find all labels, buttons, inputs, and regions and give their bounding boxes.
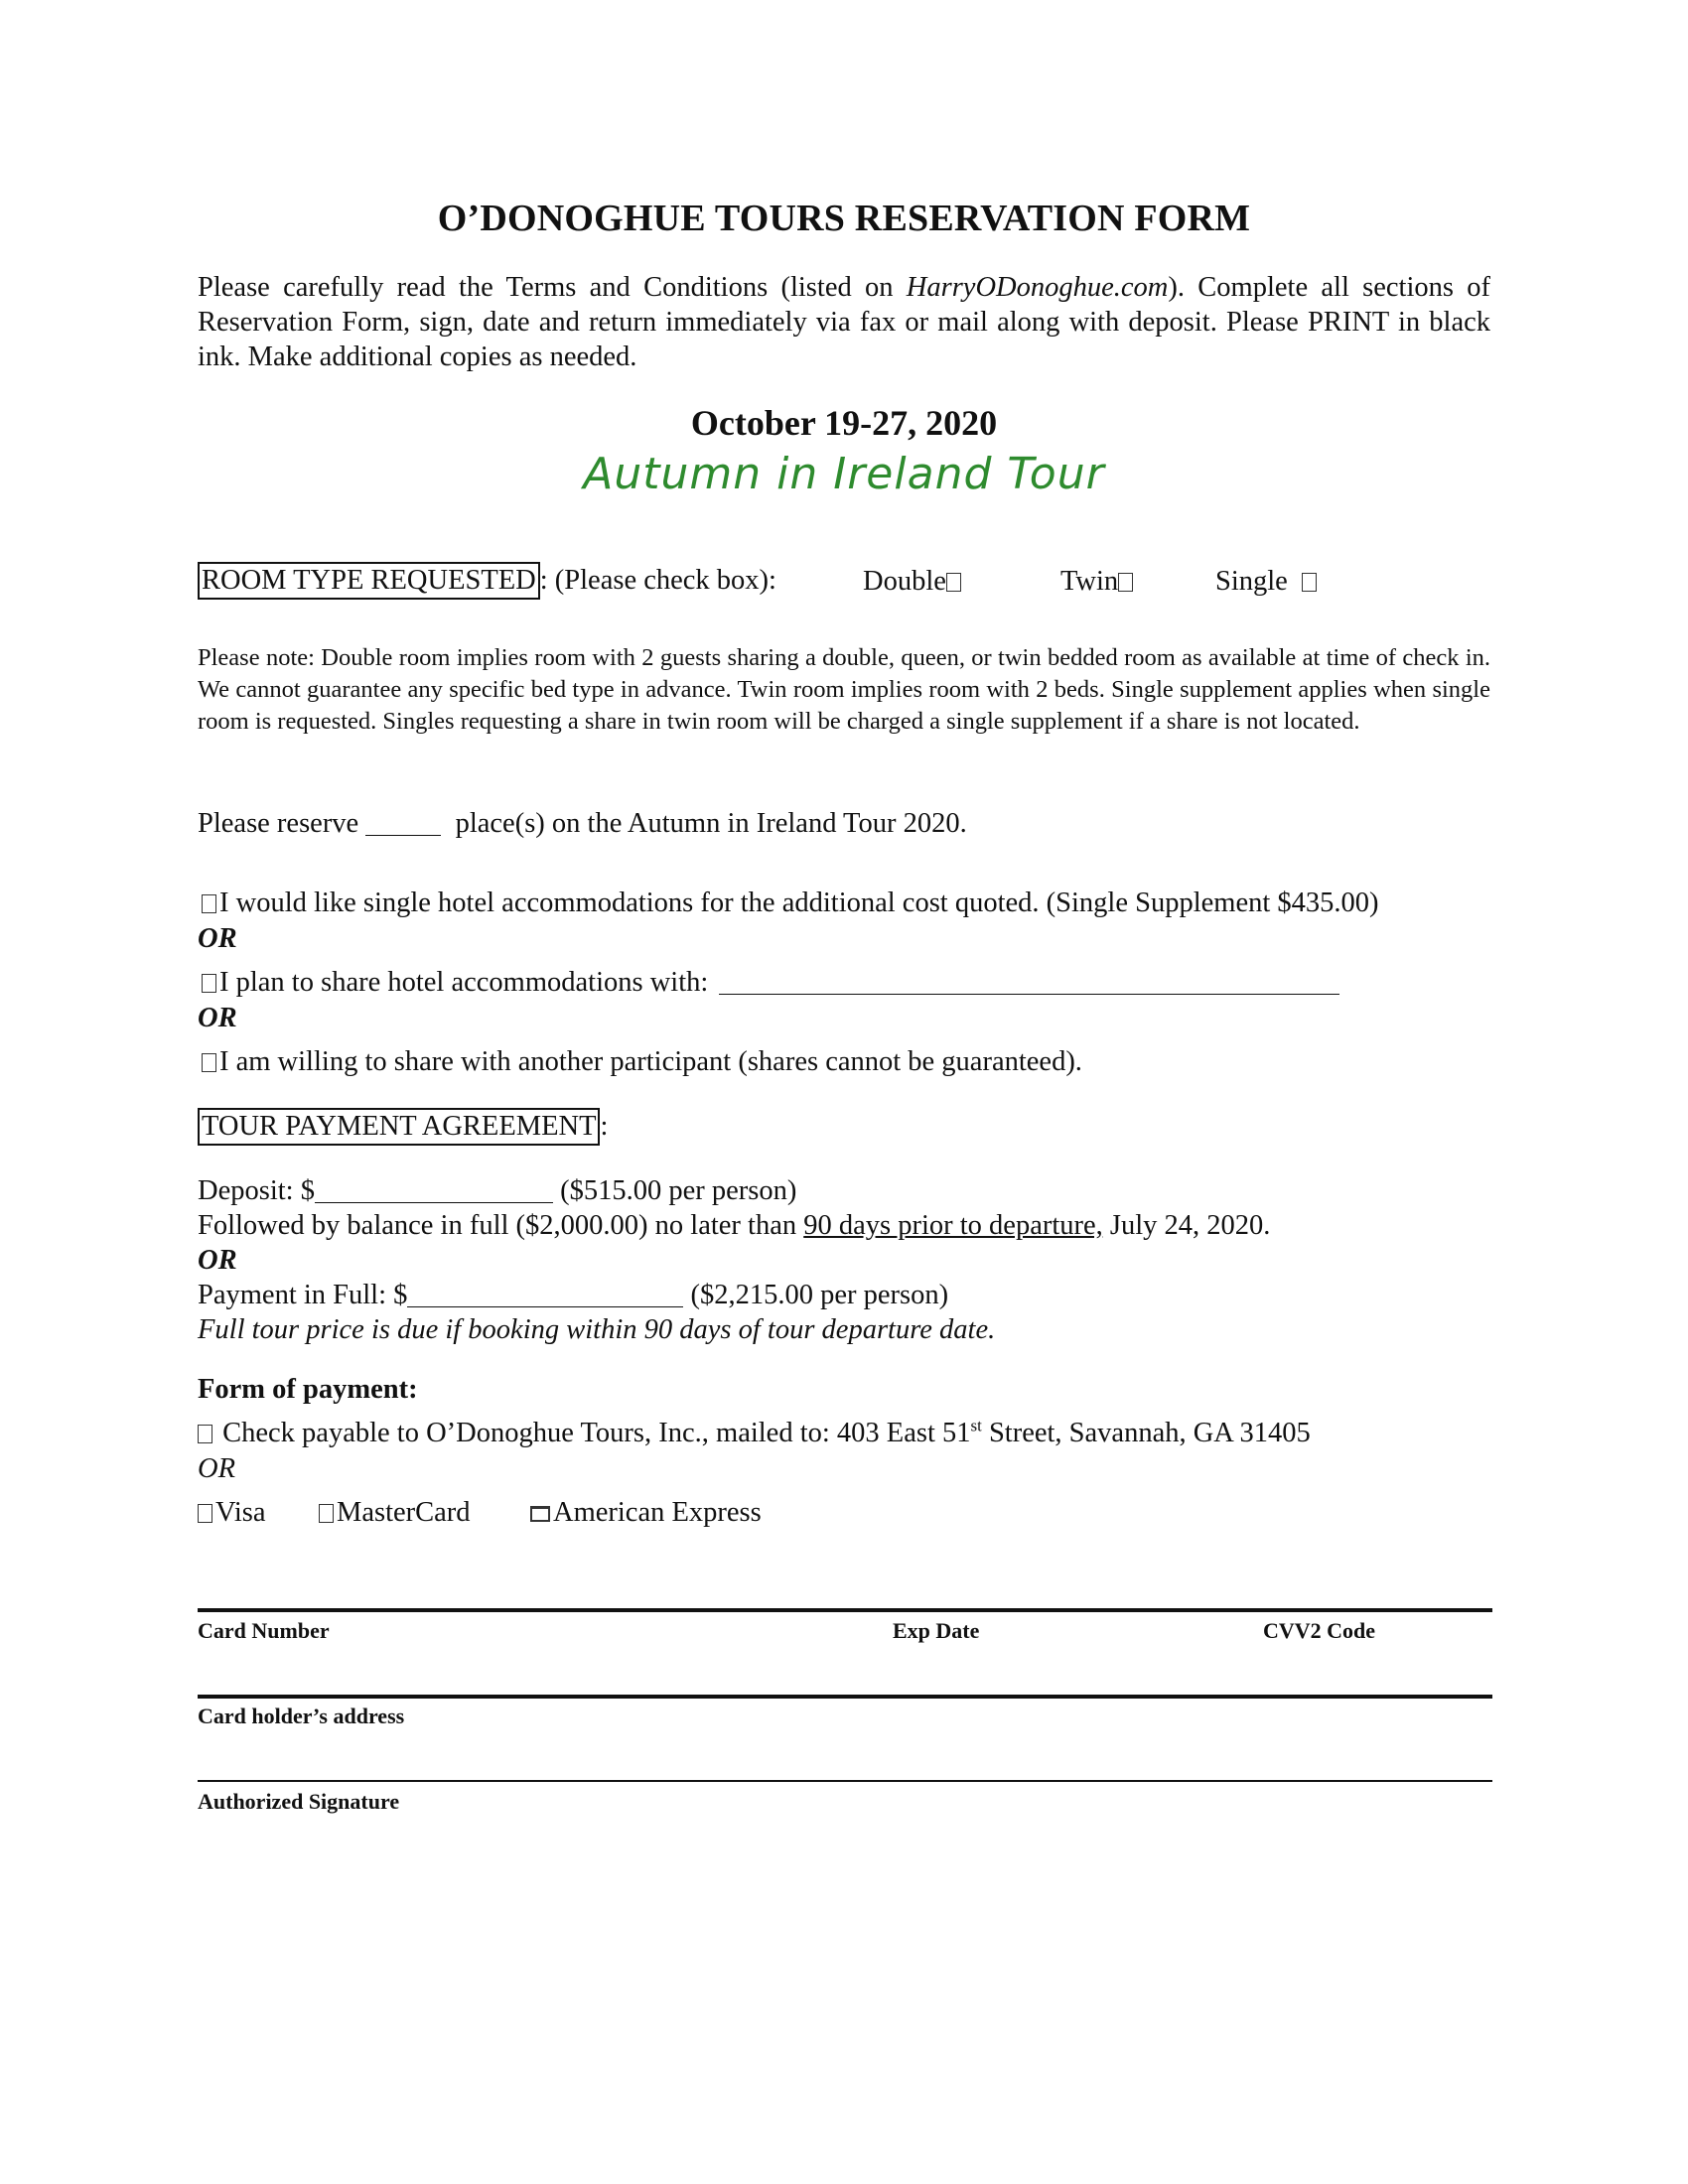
reserve-text-end: place(s) on the Autumn in Ireland Tour 2020.: [455, 808, 967, 839]
share-with-field[interactable]: [719, 968, 1339, 995]
address-label: Card holder’s address: [198, 1704, 405, 1728]
payment-agreement-colon: :: [600, 1111, 609, 1142]
accommodation-option-label: I am willing to share with another participant (shares cannot be guaranteed).: [219, 1046, 1082, 1077]
visa-checkbox[interactable]: [198, 1504, 212, 1523]
room-option-double[interactable]: [863, 566, 964, 598]
card-option-amex[interactable]: [530, 1497, 762, 1529]
room-option-single[interactable]: [1215, 566, 1320, 598]
single-checkbox[interactable]: [1302, 573, 1317, 592]
balance-row: [198, 1210, 1270, 1242]
signature-line[interactable]: [198, 1780, 1492, 1782]
payment-agreement-row: [198, 1108, 608, 1146]
reserve-row: [198, 808, 967, 840]
deposit-label: Deposit: $: [198, 1175, 315, 1206]
street-ordinal: st: [970, 1416, 982, 1435]
tour-dates: October 19-27, 2020: [690, 403, 998, 443]
or-divider: OR: [198, 1003, 237, 1033]
accommodation-option-label: I would like single hotel accommodations for the additional cost quoted. (Single Supplement $435.00): [219, 887, 1379, 918]
address-line[interactable]: [198, 1695, 1492, 1699]
tour-name: Autumn in Ireland Tour: [583, 449, 1105, 499]
check-payment-checkbox[interactable]: [198, 1425, 212, 1443]
or-divider: OR: [198, 923, 237, 954]
form-of-payment-heading: Form of payment:: [198, 1374, 418, 1405]
balance-deadline: 90 days prior to departure,: [803, 1210, 1103, 1241]
intro-paragraph: [198, 270, 1490, 374]
accommodation-option-single[interactable]: [202, 887, 1379, 919]
check-payment-address: Street, Savannah, GA 31405: [981, 1418, 1311, 1448]
signature-label: Authorized Signature: [198, 1789, 400, 1814]
or-divider: OR: [198, 1453, 235, 1484]
balance-text-end: July 24, 2020.: [1102, 1210, 1271, 1241]
website-link: HarryODonoghue.com: [906, 272, 1169, 303]
accommodation-option-label: I plan to share hotel accommodations with:: [219, 967, 709, 998]
card-label: MasterCard: [337, 1497, 471, 1528]
card-label: American Express: [553, 1497, 762, 1528]
check-payment-text: Check payable to O’Donoghue Tours, Inc., mailed to: 403 East 51: [222, 1418, 971, 1448]
balance-text-start: Followed by balance in full ($2,000.00) no later than: [198, 1210, 804, 1241]
full-payment-label: Payment in Full: $: [198, 1280, 408, 1310]
deposit-note: ($515.00 per person): [560, 1175, 797, 1206]
cvv-label: CVV2 Code: [1263, 1618, 1376, 1643]
twin-checkbox[interactable]: [1118, 573, 1133, 592]
single-accommodation-checkbox[interactable]: [202, 894, 216, 913]
room-type-instruction: : (Please check box):: [539, 565, 776, 596]
check-payment-option[interactable]: [198, 1418, 1311, 1449]
room-type-note: Please note: Double room implies room with 2 guests sharing a double, queen, or twin bedded room as available at time of check in. We cannot guarantee any specific bed type in advance. Twin room implies room with 2 beds. Single supplement applies when single room is requested. Singles requesting a share in twin room will be charged a single supplement if a share is not located.: [198, 644, 1490, 735]
accommodation-option-willing[interactable]: [202, 1046, 1082, 1078]
deposit-row: [198, 1175, 796, 1207]
card-option-visa[interactable]: [198, 1497, 266, 1529]
full-payment-row: [198, 1280, 948, 1311]
full-payment-note: ($2,215.00 per person): [690, 1280, 949, 1310]
room-type-heading: ROOM TYPE REQUESTED: [198, 562, 540, 600]
reserve-text-start: Please reserve: [198, 808, 359, 839]
double-checkbox[interactable]: [946, 573, 961, 592]
room-option-label: Double: [863, 566, 946, 597]
amex-checkbox[interactable]: [530, 1506, 550, 1522]
room-type-row: [198, 562, 776, 600]
share-accommodation-checkbox[interactable]: [202, 974, 216, 993]
room-option-label: Twin: [1060, 566, 1119, 597]
room-option-twin[interactable]: [1060, 566, 1136, 598]
places-count-field[interactable]: [365, 809, 441, 836]
full-payment-amount-field[interactable]: [407, 1281, 683, 1307]
exp-date-label: Exp Date: [893, 1618, 980, 1643]
mastercard-checkbox[interactable]: [319, 1504, 334, 1523]
payment-agreement-heading: TOUR PAYMENT AGREEMENT: [198, 1108, 600, 1146]
full-payment-due-note: Full tour price is due if booking within 90 days of tour departure date.: [198, 1314, 996, 1345]
accommodation-option-share[interactable]: [202, 967, 1339, 999]
deposit-amount-field[interactable]: [315, 1176, 553, 1203]
room-option-label: Single: [1215, 566, 1288, 597]
card-label: Visa: [215, 1497, 266, 1528]
intro-text-end: ). Complete all sections of Reservation Form, sign, date and return immediately via fax or mail along with deposit. Please PRINT in black ink. Make additional copies as needed.: [198, 272, 1490, 372]
form-title: O’DONOGHUE TOURS RESERVATION FORM: [437, 198, 1251, 239]
card-option-mastercard[interactable]: [319, 1497, 471, 1529]
intro-text-start: Please carefully read the Terms and Conditions (listed on: [198, 272, 907, 303]
card-number-label: Card Number: [198, 1618, 330, 1643]
or-divider: OR: [198, 1245, 237, 1276]
card-number-line[interactable]: [198, 1608, 1492, 1612]
willing-to-share-checkbox[interactable]: [202, 1053, 216, 1072]
